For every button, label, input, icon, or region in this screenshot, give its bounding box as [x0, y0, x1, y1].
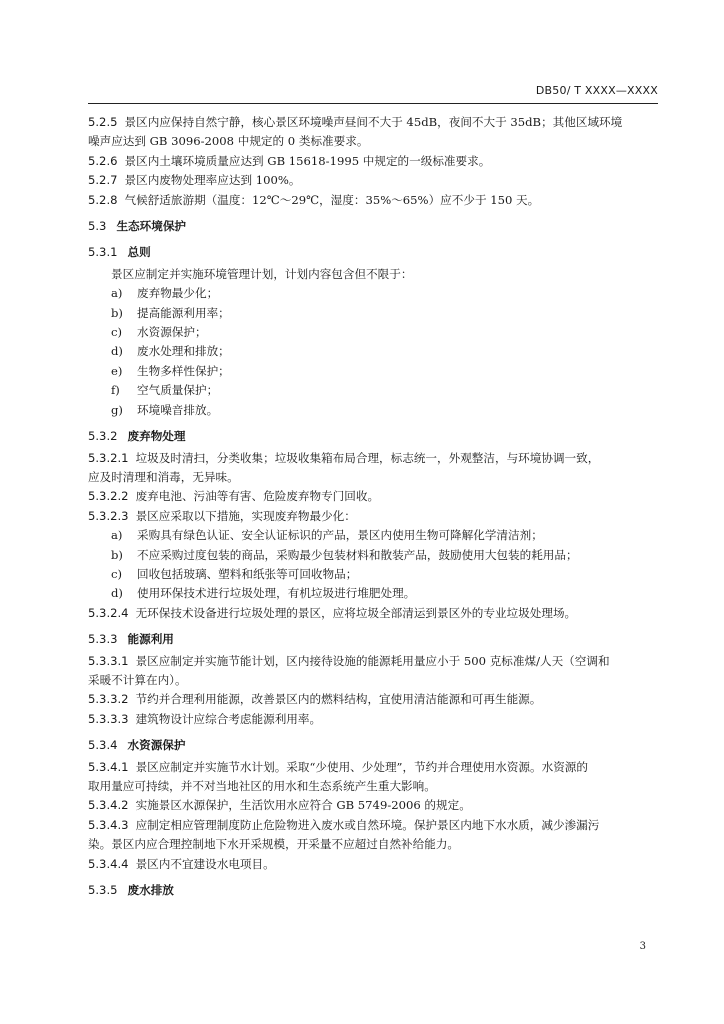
list-item — [88, 526, 658, 545]
document-code: DB50/ T XXXX—XXXX — [535, 84, 658, 97]
section-number: 5.3.4 — [88, 738, 118, 753]
clause-5-2-6 — [88, 152, 658, 171]
list-item — [88, 381, 658, 400]
list-item-text: 水资源保护； — [137, 325, 207, 340]
list-item-text: 使用环保技术进行垃圾处理，有机垃圾进行堆肥处理。 — [137, 586, 416, 601]
list-item — [88, 546, 658, 565]
clause-5-2-8 — [88, 191, 658, 210]
list-marker: g) — [111, 402, 123, 417]
list-item-text: 提高能源利用率； — [137, 305, 230, 320]
clause-5-3-2-1-line-2: 应及时清理和消毒，无异味。 — [88, 469, 239, 484]
list-item-text: 不应采购过度包装的商品，采购最少包装材料和散装产品，鼓励使用大包装的耗用品； — [137, 547, 578, 562]
clause-text: 废弃电池、污油等有害、危险废弃物专门回收。 — [135, 489, 380, 504]
clause-number: 5.3.3.3 — [88, 711, 129, 726]
clause-5-3-2-4 — [88, 604, 658, 623]
clause-text: 景区内应保持自然宁静，核心景区环境噪声昼间不大于 45dB，夜间不大于 35dB；其他区域环境 — [124, 115, 623, 129]
clause-text: 景区内废物处理率应达到 100%。 — [124, 173, 301, 188]
clause-text: 垃圾及时清扫，分类收集；垃圾收集箱布局合理，标志统一，外观整洁，与环境协调一致， — [135, 450, 600, 465]
list-item-text: 生物多样性保护； — [137, 363, 230, 378]
section-title: 废水排放 — [127, 883, 174, 898]
clause-text: 景区应制定并实施节能计划，区内接待设施的能源耗用量应小于 500 克标准煤/人天（空调和 — [135, 653, 610, 668]
section-heading-5-3-5 — [88, 881, 658, 900]
clause-text: 节约并合理利用能源，改善景区内的燃料结构，宜使用清洁能源和可再生能源。 — [135, 692, 542, 707]
header-rule — [88, 103, 658, 104]
clause-5-3-2-1-line-1 — [88, 449, 658, 468]
clause-text: 景区内不宜建设水电项目。 — [135, 856, 275, 871]
list-marker: b) — [111, 547, 123, 562]
section-heading-5-3-1 — [88, 243, 658, 262]
clause-5-3-4-1-line-1 — [88, 758, 658, 777]
section-title: 总则 — [127, 245, 151, 260]
section-title: 能源利用 — [127, 632, 174, 647]
list-item — [88, 342, 658, 361]
list-item-text: 环境噪音排放。 — [137, 402, 219, 417]
clause-text: 景区应制定并实施节水计划。采取“少使用、少处理”，节约并合理使用水资源。水资源的 — [135, 759, 588, 774]
section-number: 5.3.3 — [88, 632, 118, 647]
section-heading-5-3-3 — [88, 630, 658, 649]
section-title: 水资源保护 — [127, 738, 186, 753]
clause-number: 5.2.5 — [88, 115, 118, 129]
list-item — [88, 323, 658, 342]
list-marker: f) — [111, 383, 120, 398]
list-item — [88, 284, 658, 303]
list-item — [88, 362, 658, 381]
list-marker: b) — [111, 305, 123, 320]
list-item-text: 废弃物最少化； — [137, 286, 219, 301]
clause-number: 5.2.7 — [88, 173, 118, 188]
clause-5-3-4-1-line-2: 取用量应可持续，并不对当地社区的用水和生态系统产生重大影响。 — [88, 779, 436, 793]
clause-text: 建筑物设计应综合考虑能源利用率。 — [135, 711, 322, 726]
clause-number: 5.3.4.3 — [88, 817, 129, 832]
clause-number: 5.3.2.2 — [88, 489, 129, 504]
list-item-text: 废水处理和排放； — [137, 344, 230, 359]
clause-5-2-7 — [88, 171, 658, 190]
list-marker: c) — [111, 566, 123, 581]
section-heading-5-3-2 — [88, 427, 658, 446]
page-number: 3 — [639, 941, 646, 952]
section-title: 生态环境保护 — [116, 219, 187, 234]
list-marker: a) — [111, 286, 123, 301]
clause-number: 5.3.2.4 — [88, 605, 129, 620]
clause-text: 应制定相应管理制度防止危险物进入废水或自然环境。保护景区内地下水水质，减少渗漏污 — [135, 817, 600, 832]
clause-text: 无环保技术设备进行垃圾处理的景区，应将垃圾全部清运到景区外的专业垃圾处理场。 — [135, 605, 577, 620]
list-item — [88, 565, 658, 584]
document-body — [88, 113, 658, 902]
clause-5-3-4-3-line-1 — [88, 816, 658, 835]
section-title: 废弃物处理 — [127, 429, 186, 444]
clause-5-3-4-3-line-2: 染。景区内应合理控制地下水开采规模，开采量不应超过自然补给能力。 — [88, 837, 460, 852]
clause-number: 5.3.3.2 — [88, 692, 129, 707]
list-item-text: 回收包括玻璃、塑料和纸张等可回收物品； — [137, 566, 358, 581]
clause-5-3-3-1-line-2: 采暖不计算在内）。 — [88, 672, 187, 687]
section-number: 5.3.1 — [88, 245, 118, 260]
clause-text: 气候舒适旅游期（温度：12℃～29℃，湿度：35%～65%）应不少于 150 天。 — [124, 192, 540, 207]
clause-text: 景区应采取以下措施，实现废弃物最少化： — [135, 508, 356, 523]
clause-5-3-3-3 — [88, 710, 658, 729]
clause-text: 景区内土壤环境质量应达到 GB 15618-1995 中规定的一级标准要求。 — [124, 153, 491, 168]
list-marker: a) — [111, 528, 123, 543]
list-item — [88, 304, 658, 323]
clause-5-3-3-1-line-1 — [88, 652, 658, 671]
clause-5-3-4-2 — [88, 796, 658, 815]
clause-number: 5.3.3.1 — [88, 653, 129, 668]
clause-number: 5.2.8 — [88, 192, 118, 207]
clause-5-3-2-3 — [88, 507, 658, 526]
clause-text: 实施景区水源保护，生活饮用水应符合 GB 5749-2006 的规定。 — [135, 798, 471, 813]
list-marker: d) — [111, 344, 123, 359]
list-marker: e) — [111, 363, 123, 378]
clause-5-2-5-line-1 — [88, 113, 658, 132]
list-item — [88, 584, 658, 603]
clause-number: 5.3.4.1 — [88, 759, 129, 774]
list-item — [88, 401, 658, 420]
clause-5-3-2-2 — [88, 487, 658, 506]
clause-5-3-4-4 — [88, 855, 658, 874]
section-number: 5.3 — [88, 219, 107, 234]
section-heading-5-3 — [88, 217, 658, 236]
list-item-text: 空气质量保护； — [137, 383, 219, 398]
clause-number: 5.3.2.3 — [88, 508, 129, 523]
clause-5-3-3-2 — [88, 690, 658, 709]
list-marker: d) — [111, 586, 123, 601]
section-number: 5.3.2 — [88, 429, 118, 444]
section-number: 5.3.5 — [88, 883, 118, 898]
list-marker: c) — [111, 325, 123, 340]
clause-5-2-5-line-2: 噪声应达到 GB 3096-2008 中规定的 0 类标准要求。 — [88, 134, 369, 149]
section-heading-5-3-4 — [88, 736, 658, 755]
clause-number: 5.3.2.1 — [88, 450, 129, 465]
list-item-text: 采购具有绿色认证、安全认证标识的产品，景区内使用生物可降解化学清洁剂； — [137, 528, 543, 543]
clause-number: 5.3.4.2 — [88, 798, 129, 813]
clause-5-3-1-intro: 景区应制定并实施环境管理计划，计划内容包含但不限于： — [111, 266, 413, 281]
clause-number: 5.3.4.4 — [88, 856, 129, 871]
clause-number: 5.2.6 — [88, 153, 118, 168]
